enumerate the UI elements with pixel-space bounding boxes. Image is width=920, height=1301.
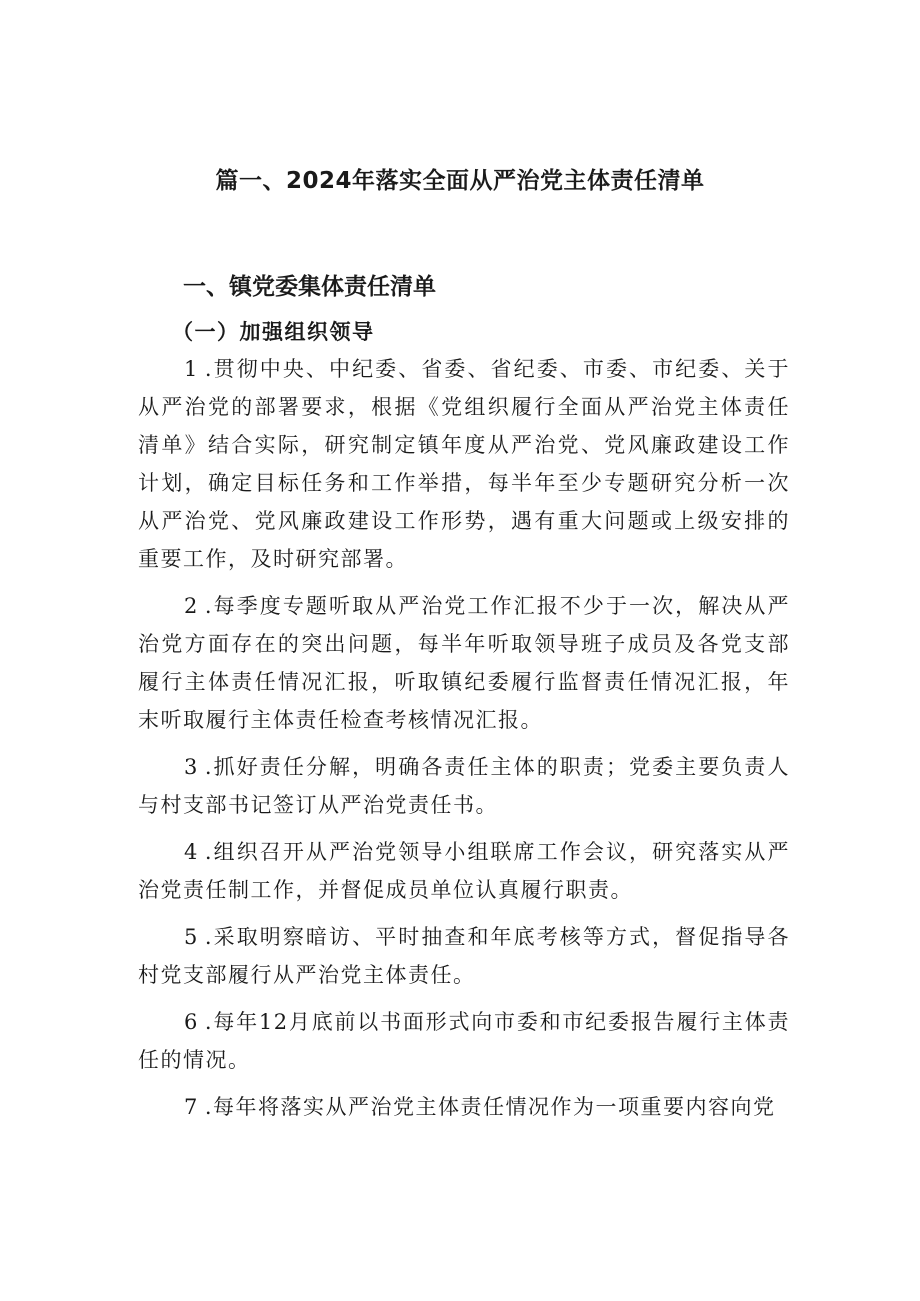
item-text: .抓好责任分解，明确各责任主体的职责；党委主要负责人与村支部书记签订从严治党责任书。 <box>138 755 790 817</box>
list-item <box>138 1003 790 1079</box>
list-item <box>138 748 790 824</box>
document-title: 篇一、2024年落实全面从严治党主体责任清单 <box>215 168 705 194</box>
list-item <box>138 918 790 994</box>
item-text: .组织召开从严治党领导小组联席工作会议，研究落实从严治党责任制工作，并督促成员单位认真履行职责。 <box>138 840 790 902</box>
list-item <box>138 350 790 578</box>
item-number: 5 <box>184 925 199 949</box>
document-body <box>138 350 790 1135</box>
item-number: 1 <box>184 357 199 381</box>
item-text: .每年12月底前以书面形式向市委和市纪委报告履行主体责任的情况。 <box>138 1010 790 1072</box>
list-item <box>138 833 790 909</box>
sub-heading: （一）加强组织领导 <box>172 319 375 344</box>
item-text: .采取明察暗访、平时抽查和年底考核等方式，督促指导各村党支部履行从严治党主体责任。 <box>138 925 790 987</box>
item-text: .每年将落实从严治党主体责任情况作为一项重要内容向党 <box>204 1095 776 1119</box>
item-number: 3 <box>184 755 199 779</box>
list-item <box>138 587 790 739</box>
item-text: .贯彻中央、中纪委、省委、省纪委、市委、市纪委、关于从严治党的部署要求，根据《党组织履行全面从严治党主体责任清单》结合实际，研究制定镇年度从严治党、党风廉政建设工作计划，确定目标任务和工作举措，每半年至少专题研究分析一次从严治党、党风廉政建设工作形势，遇有重大问题或上级安排的重要工作，及时研究部署。 <box>138 357 790 571</box>
item-number: 6 <box>184 1010 199 1034</box>
item-text: .每季度专题听取从严治党工作汇报不少于一次，解决从严治党方面存在的突出问题，每半年听取领导班子成员及各党支部履行主体责任情况汇报，听取镇纪委履行监督责任情况汇报，年末听取履行主体责任检查考核情况汇报。 <box>138 594 790 732</box>
section-heading: 一、镇党委集体责任清单 <box>183 274 436 300</box>
item-number: 2 <box>184 594 199 618</box>
item-number: 4 <box>184 840 199 864</box>
item-number: 7 <box>184 1095 199 1119</box>
list-item <box>138 1088 790 1126</box>
